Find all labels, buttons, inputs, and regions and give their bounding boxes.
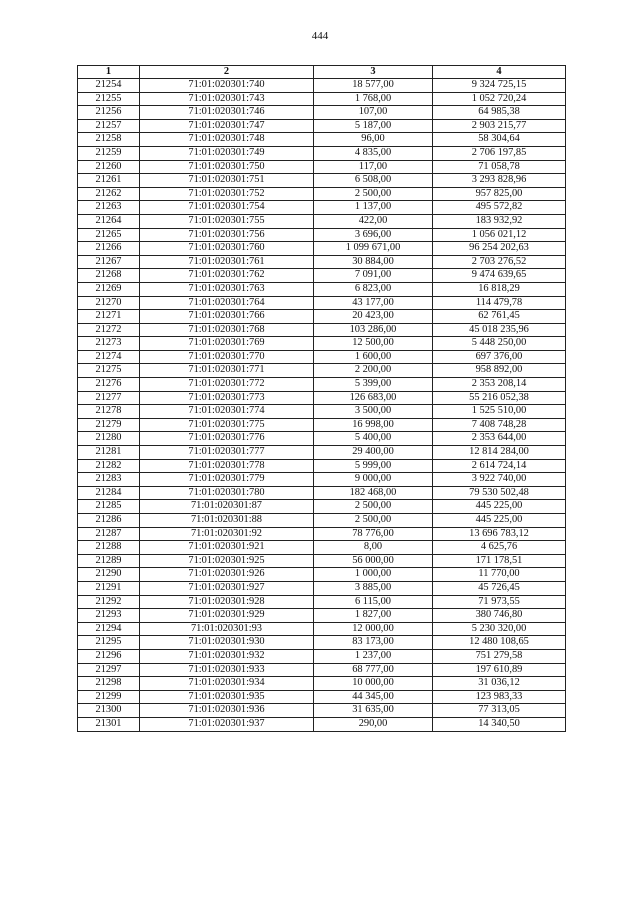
value-cell: 380 746,80 <box>433 609 566 623</box>
area-cell: 78 776,00 <box>314 527 433 541</box>
table-row <box>78 514 566 528</box>
table-row <box>78 255 566 269</box>
area-cell: 103 286,00 <box>314 323 433 337</box>
table-row <box>78 500 566 514</box>
row-number-cell: 21256 <box>78 106 140 120</box>
row-number-cell: 21293 <box>78 609 140 623</box>
row-number-cell: 21261 <box>78 174 140 188</box>
value-cell: 16 818,29 <box>433 282 566 296</box>
area-cell: 6 508,00 <box>314 174 433 188</box>
cadastral-number-cell: 71:01:020301:740 <box>140 79 314 93</box>
cadastral-number-cell: 71:01:020301:768 <box>140 323 314 337</box>
value-cell: 45 018 235,96 <box>433 323 566 337</box>
table-row <box>78 541 566 555</box>
row-number-cell: 21295 <box>78 636 140 650</box>
cadastral-number-cell: 71:01:020301:780 <box>140 486 314 500</box>
row-number-cell: 21289 <box>78 554 140 568</box>
cadastral-number-cell: 71:01:020301:779 <box>140 473 314 487</box>
value-cell: 2 353 208,14 <box>433 378 566 392</box>
value-cell: 183 932,92 <box>433 214 566 228</box>
row-number-cell: 21267 <box>78 255 140 269</box>
row-number-cell: 21255 <box>78 92 140 106</box>
area-cell: 6 115,00 <box>314 595 433 609</box>
cadastral-number-cell: 71:01:020301:935 <box>140 690 314 704</box>
row-number-cell: 21283 <box>78 473 140 487</box>
cadastral-number-cell: 71:01:020301:754 <box>140 201 314 215</box>
row-number-cell: 21281 <box>78 446 140 460</box>
row-number-cell: 21280 <box>78 432 140 446</box>
cadastral-number-cell: 71:01:020301:937 <box>140 717 314 731</box>
cadastral-number-cell: 71:01:020301:929 <box>140 609 314 623</box>
value-cell: 13 696 783,12 <box>433 527 566 541</box>
table-row <box>78 228 566 242</box>
row-number-cell: 21301 <box>78 717 140 731</box>
table-body <box>78 79 566 732</box>
cadastral-number-cell: 71:01:020301:93 <box>140 622 314 636</box>
table-row <box>78 79 566 93</box>
row-number-cell: 21299 <box>78 690 140 704</box>
area-cell: 3 696,00 <box>314 228 433 242</box>
cadastral-number-cell: 71:01:020301:773 <box>140 391 314 405</box>
area-cell: 3 500,00 <box>314 405 433 419</box>
table-row <box>78 92 566 106</box>
row-number-cell: 21297 <box>78 663 140 677</box>
value-cell: 5 448 250,00 <box>433 337 566 351</box>
value-cell: 77 313,05 <box>433 704 566 718</box>
area-cell: 1 000,00 <box>314 568 433 582</box>
row-number-cell: 21266 <box>78 242 140 256</box>
value-cell: 1 525 510,00 <box>433 405 566 419</box>
row-number-cell: 21272 <box>78 323 140 337</box>
table-row <box>78 174 566 188</box>
row-number-cell: 21258 <box>78 133 140 147</box>
value-cell: 1 052 720,24 <box>433 92 566 106</box>
row-number-cell: 21264 <box>78 214 140 228</box>
table-row <box>78 201 566 215</box>
value-cell: 71 058,78 <box>433 160 566 174</box>
cadastral-number-cell: 71:01:020301:771 <box>140 364 314 378</box>
value-cell: 114 479,78 <box>433 296 566 310</box>
cadastral-number-cell: 71:01:020301:747 <box>140 119 314 133</box>
row-number-cell: 21262 <box>78 187 140 201</box>
cadastral-number-cell: 71:01:020301:766 <box>140 310 314 324</box>
cadastral-number-cell: 71:01:020301:763 <box>140 282 314 296</box>
value-cell: 45 726,45 <box>433 581 566 595</box>
area-cell: 20 423,00 <box>314 310 433 324</box>
table-row <box>78 337 566 351</box>
table-row <box>78 554 566 568</box>
page-number: 444 <box>311 30 329 42</box>
value-cell: 2 703 276,52 <box>433 255 566 269</box>
data-table <box>77 65 566 732</box>
table-row <box>78 296 566 310</box>
area-cell: 18 577,00 <box>314 79 433 93</box>
header-row <box>78 66 566 79</box>
row-number-cell: 21254 <box>78 79 140 93</box>
row-number-cell: 21270 <box>78 296 140 310</box>
cadastral-number-cell: 71:01:020301:749 <box>140 146 314 160</box>
cadastral-number-cell: 71:01:020301:764 <box>140 296 314 310</box>
row-number-cell: 21288 <box>78 541 140 555</box>
value-cell: 5 230 320,00 <box>433 622 566 636</box>
cadastral-number-cell: 71:01:020301:88 <box>140 514 314 528</box>
cadastral-number-cell: 71:01:020301:925 <box>140 554 314 568</box>
area-cell: 1 099 671,00 <box>314 242 433 256</box>
area-cell: 31 635,00 <box>314 704 433 718</box>
value-cell: 96 254 202,63 <box>433 242 566 256</box>
table-row <box>78 432 566 446</box>
table-row <box>78 636 566 650</box>
table-row <box>78 378 566 392</box>
area-cell: 30 884,00 <box>314 255 433 269</box>
area-cell: 2 500,00 <box>314 500 433 514</box>
row-number-cell: 21277 <box>78 391 140 405</box>
cadastral-number-cell: 71:01:020301:775 <box>140 418 314 432</box>
cadastral-number-cell: 71:01:020301:756 <box>140 228 314 242</box>
area-cell: 117,00 <box>314 160 433 174</box>
value-cell: 171 178,51 <box>433 554 566 568</box>
area-cell: 68 777,00 <box>314 663 433 677</box>
table-row <box>78 269 566 283</box>
row-number-cell: 21265 <box>78 228 140 242</box>
row-number-cell: 21284 <box>78 486 140 500</box>
column-header-2: 2 <box>140 66 314 79</box>
table-row <box>78 446 566 460</box>
value-cell: 2 706 197,85 <box>433 146 566 160</box>
cadastral-number-cell: 71:01:020301:770 <box>140 350 314 364</box>
row-number-cell: 21276 <box>78 378 140 392</box>
area-cell: 43 177,00 <box>314 296 433 310</box>
value-cell: 2 614 724,14 <box>433 459 566 473</box>
value-cell: 79 530 502,48 <box>433 486 566 500</box>
area-cell: 96,00 <box>314 133 433 147</box>
value-cell: 58 304,64 <box>433 133 566 147</box>
value-cell: 2 903 215,77 <box>433 119 566 133</box>
area-cell: 182 468,00 <box>314 486 433 500</box>
row-number-cell: 21257 <box>78 119 140 133</box>
value-cell: 55 216 052,38 <box>433 391 566 405</box>
cadastral-number-cell: 71:01:020301:92 <box>140 527 314 541</box>
area-cell: 56 000,00 <box>314 554 433 568</box>
table-row <box>78 214 566 228</box>
area-cell: 107,00 <box>314 106 433 120</box>
value-cell: 445 225,00 <box>433 514 566 528</box>
cadastral-number-cell: 71:01:020301:932 <box>140 649 314 663</box>
area-cell: 5 399,00 <box>314 378 433 392</box>
row-number-cell: 21294 <box>78 622 140 636</box>
area-cell: 12 000,00 <box>314 622 433 636</box>
area-cell: 422,00 <box>314 214 433 228</box>
area-cell: 5 999,00 <box>314 459 433 473</box>
column-header-3: 3 <box>314 66 433 79</box>
value-cell: 71 973,55 <box>433 595 566 609</box>
row-number-cell: 21282 <box>78 459 140 473</box>
value-cell: 1 056 021,12 <box>433 228 566 242</box>
row-number-cell: 21273 <box>78 337 140 351</box>
value-cell: 495 572,82 <box>433 201 566 215</box>
table-row <box>78 187 566 201</box>
cadastral-number-cell: 71:01:020301:769 <box>140 337 314 351</box>
area-cell: 12 500,00 <box>314 337 433 351</box>
table-row <box>78 133 566 147</box>
table-row <box>78 595 566 609</box>
value-cell: 958 892,00 <box>433 364 566 378</box>
cadastral-number-cell: 71:01:020301:777 <box>140 446 314 460</box>
cadastral-number-cell: 71:01:020301:87 <box>140 500 314 514</box>
table-row <box>78 459 566 473</box>
cadastral-number-cell: 71:01:020301:748 <box>140 133 314 147</box>
row-number-cell: 21285 <box>78 500 140 514</box>
area-cell: 1 768,00 <box>314 92 433 106</box>
area-cell: 10 000,00 <box>314 677 433 691</box>
table-row <box>78 418 566 432</box>
table-row <box>78 677 566 691</box>
area-cell: 1 137,00 <box>314 201 433 215</box>
table-row <box>78 310 566 324</box>
area-cell: 29 400,00 <box>314 446 433 460</box>
value-cell: 445 225,00 <box>433 500 566 514</box>
value-cell: 197 610,89 <box>433 663 566 677</box>
value-cell: 3 922 740,00 <box>433 473 566 487</box>
row-number-cell: 21291 <box>78 581 140 595</box>
area-cell: 7 091,00 <box>314 269 433 283</box>
cadastral-number-cell: 71:01:020301:921 <box>140 541 314 555</box>
area-cell: 2 200,00 <box>314 364 433 378</box>
cadastral-number-cell: 71:01:020301:774 <box>140 405 314 419</box>
table-row <box>78 568 566 582</box>
table-row <box>78 473 566 487</box>
value-cell: 7 408 748,28 <box>433 418 566 432</box>
area-cell: 8,00 <box>314 541 433 555</box>
column-header-1: 1 <box>78 66 140 79</box>
area-cell: 2 500,00 <box>314 514 433 528</box>
row-number-cell: 21287 <box>78 527 140 541</box>
row-number-cell: 21278 <box>78 405 140 419</box>
table-row <box>78 350 566 364</box>
table-row <box>78 704 566 718</box>
cadastral-number-cell: 71:01:020301:752 <box>140 187 314 201</box>
table-row <box>78 527 566 541</box>
table-row <box>78 622 566 636</box>
row-number-cell: 21271 <box>78 310 140 324</box>
value-cell: 11 770,00 <box>433 568 566 582</box>
area-cell: 9 000,00 <box>314 473 433 487</box>
row-number-cell: 21269 <box>78 282 140 296</box>
area-cell: 2 500,00 <box>314 187 433 201</box>
cadastral-number-cell: 71:01:020301:936 <box>140 704 314 718</box>
area-cell: 16 998,00 <box>314 418 433 432</box>
table-row <box>78 146 566 160</box>
cadastral-number-cell: 71:01:020301:772 <box>140 378 314 392</box>
table-row <box>78 649 566 663</box>
value-cell: 697 376,00 <box>433 350 566 364</box>
area-cell: 290,00 <box>314 717 433 731</box>
row-number-cell: 21298 <box>78 677 140 691</box>
table-row <box>78 663 566 677</box>
value-cell: 2 353 644,00 <box>433 432 566 446</box>
area-cell: 5 400,00 <box>314 432 433 446</box>
table-row <box>78 160 566 174</box>
value-cell: 3 293 828,96 <box>433 174 566 188</box>
value-cell: 751 279,58 <box>433 649 566 663</box>
area-cell: 1 827,00 <box>314 609 433 623</box>
table-row <box>78 405 566 419</box>
row-number-cell: 21268 <box>78 269 140 283</box>
row-number-cell: 21286 <box>78 514 140 528</box>
table-row <box>78 581 566 595</box>
cadastral-number-cell: 71:01:020301:743 <box>140 92 314 106</box>
area-cell: 4 835,00 <box>314 146 433 160</box>
value-cell: 957 825,00 <box>433 187 566 201</box>
cadastral-number-cell: 71:01:020301:778 <box>140 459 314 473</box>
row-number-cell: 21275 <box>78 364 140 378</box>
value-cell: 9 324 725,15 <box>433 79 566 93</box>
cadastral-number-cell: 71:01:020301:746 <box>140 106 314 120</box>
table-row <box>78 106 566 120</box>
column-header-4: 4 <box>433 66 566 79</box>
table-row <box>78 609 566 623</box>
table-row <box>78 364 566 378</box>
table-row <box>78 717 566 731</box>
value-cell: 4 625,76 <box>433 541 566 555</box>
cadastral-number-cell: 71:01:020301:776 <box>140 432 314 446</box>
cadastral-number-cell: 71:01:020301:755 <box>140 214 314 228</box>
table-row <box>78 486 566 500</box>
row-number-cell: 21300 <box>78 704 140 718</box>
value-cell: 123 983,33 <box>433 690 566 704</box>
cadastral-number-cell: 71:01:020301:934 <box>140 677 314 691</box>
row-number-cell: 21279 <box>78 418 140 432</box>
row-number-cell: 21274 <box>78 350 140 364</box>
table-row <box>78 391 566 405</box>
row-number-cell: 21263 <box>78 201 140 215</box>
row-number-cell: 21296 <box>78 649 140 663</box>
area-cell: 83 173,00 <box>314 636 433 650</box>
area-cell: 44 345,00 <box>314 690 433 704</box>
value-cell: 12 814 284,00 <box>433 446 566 460</box>
cadastral-number-cell: 71:01:020301:760 <box>140 242 314 256</box>
area-cell: 6 823,00 <box>314 282 433 296</box>
row-number-cell: 21260 <box>78 160 140 174</box>
table-row <box>78 242 566 256</box>
cadastral-number-cell: 71:01:020301:750 <box>140 160 314 174</box>
cadastral-number-cell: 71:01:020301:926 <box>140 568 314 582</box>
row-number-cell: 21290 <box>78 568 140 582</box>
table-row <box>78 119 566 133</box>
value-cell: 12 480 108,65 <box>433 636 566 650</box>
row-number-cell: 21292 <box>78 595 140 609</box>
table-row <box>78 323 566 337</box>
table-row <box>78 282 566 296</box>
area-cell: 126 683,00 <box>314 391 433 405</box>
area-cell: 1 600,00 <box>314 350 433 364</box>
value-cell: 9 474 639,65 <box>433 269 566 283</box>
value-cell: 14 340,50 <box>433 717 566 731</box>
row-number-cell: 21259 <box>78 146 140 160</box>
area-cell: 3 885,00 <box>314 581 433 595</box>
cadastral-number-cell: 71:01:020301:930 <box>140 636 314 650</box>
area-cell: 1 237,00 <box>314 649 433 663</box>
area-cell: 5 187,00 <box>314 119 433 133</box>
cadastral-number-cell: 71:01:020301:762 <box>140 269 314 283</box>
cadastral-number-cell: 71:01:020301:751 <box>140 174 314 188</box>
value-cell: 62 761,45 <box>433 310 566 324</box>
table-row <box>78 690 566 704</box>
value-cell: 64 985,38 <box>433 106 566 120</box>
cadastral-number-cell: 71:01:020301:761 <box>140 255 314 269</box>
cadastral-number-cell: 71:01:020301:927 <box>140 581 314 595</box>
value-cell: 31 036,12 <box>433 677 566 691</box>
cadastral-number-cell: 71:01:020301:933 <box>140 663 314 677</box>
cadastral-number-cell: 71:01:020301:928 <box>140 595 314 609</box>
